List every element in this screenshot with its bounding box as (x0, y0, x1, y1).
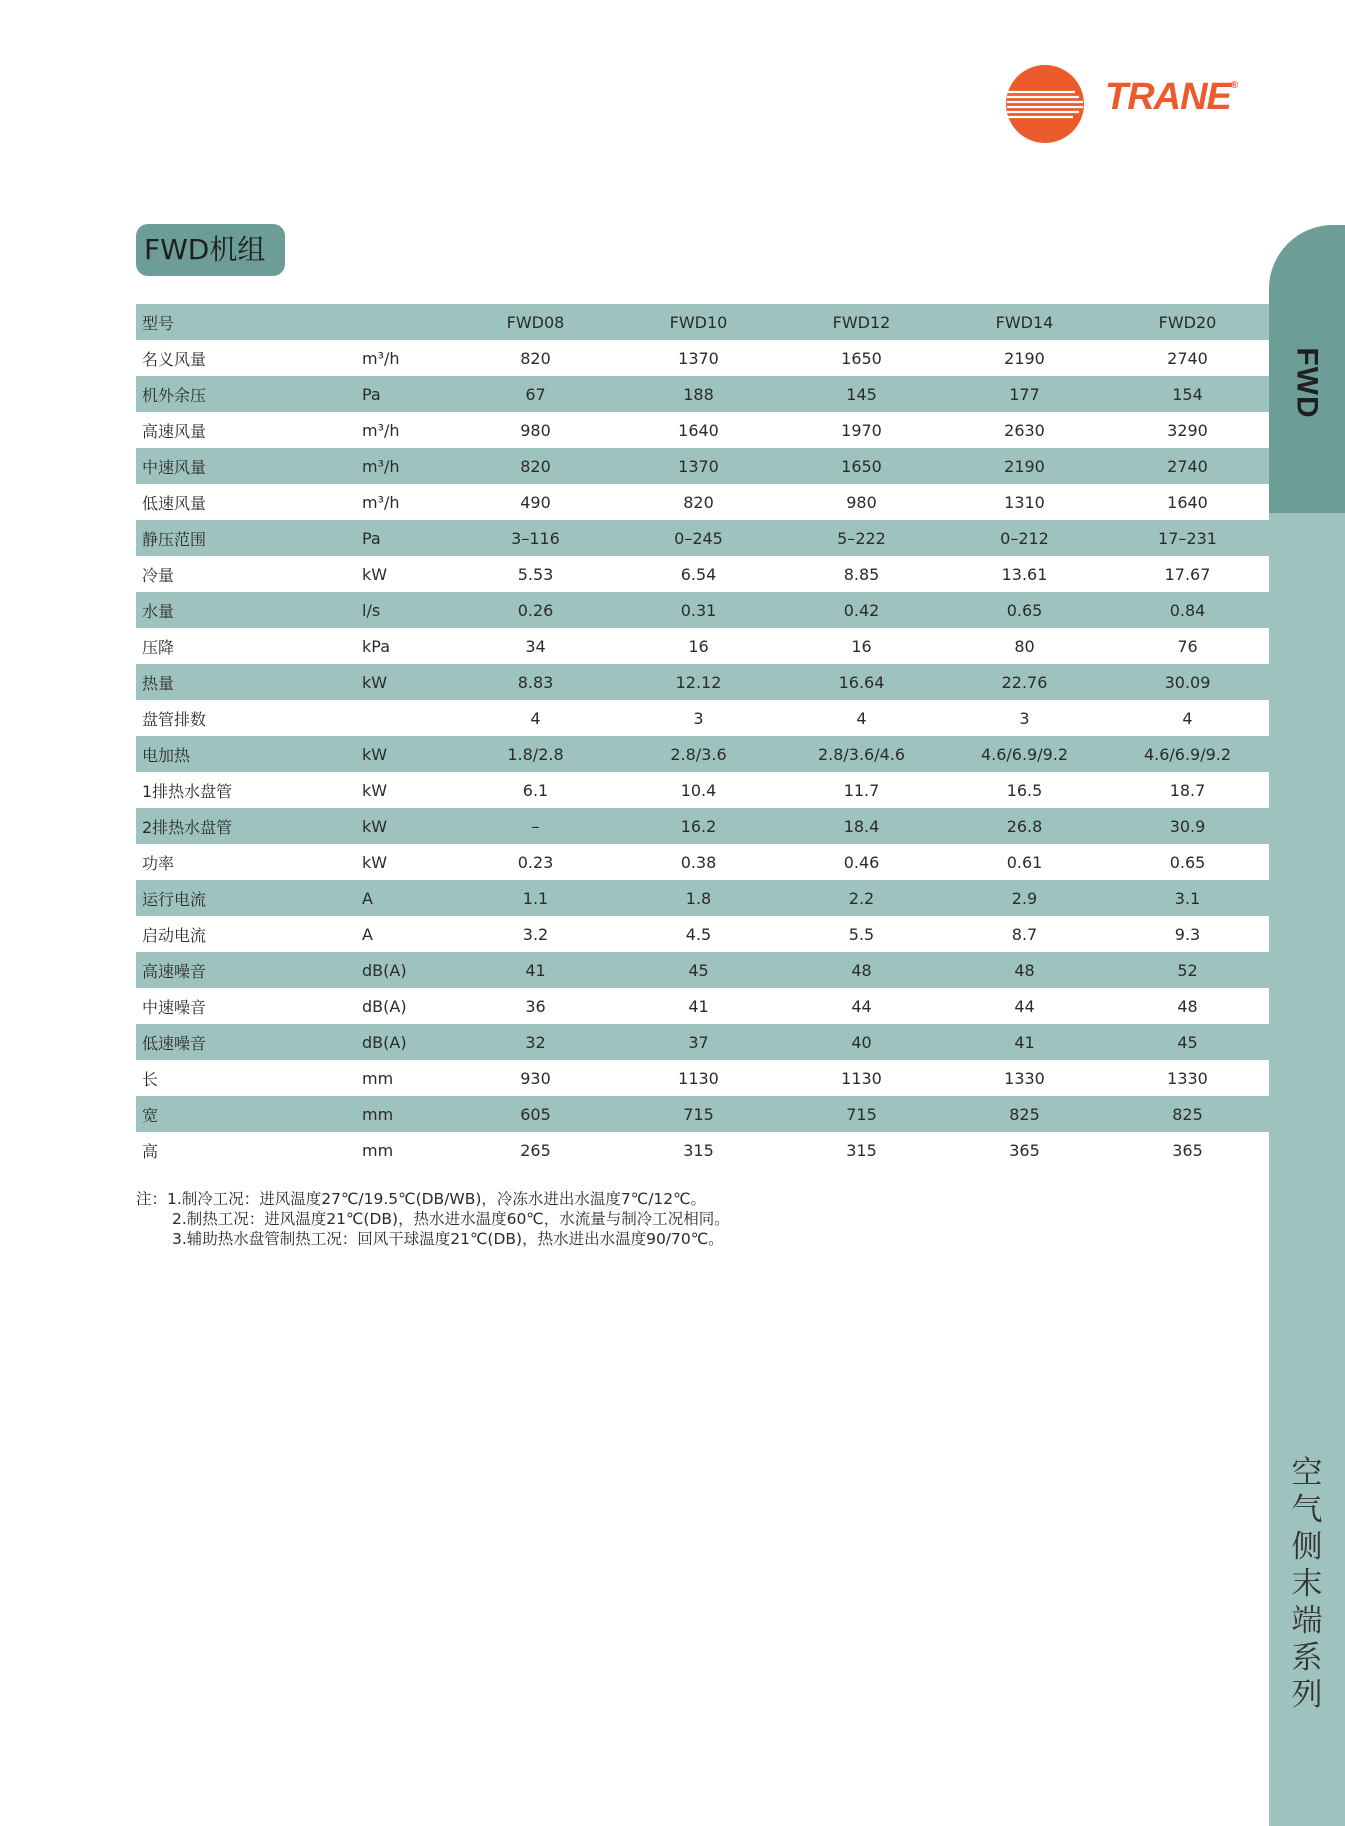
trane-globe-icon (1005, 62, 1089, 146)
cell-value: 490 (454, 484, 617, 520)
cell-value: 16 (617, 628, 780, 664)
table-row (136, 700, 1269, 736)
cell-value: FWD12 (780, 304, 943, 340)
cell-value: 18.4 (780, 808, 943, 844)
cell-value: 34 (454, 628, 617, 664)
row-label: 高 (136, 1132, 358, 1168)
cell-value: FWD20 (1106, 304, 1269, 340)
cell-value: 40 (780, 1024, 943, 1060)
table-row (136, 664, 1269, 700)
row-unit: kW (358, 664, 454, 700)
cell-value: 45 (1106, 1024, 1269, 1060)
row-unit (358, 304, 454, 340)
table-row (136, 808, 1269, 844)
cell-value: 1130 (617, 1060, 780, 1096)
cell-value: 52 (1106, 952, 1269, 988)
row-unit: A (358, 880, 454, 916)
cell-value: 5–222 (780, 520, 943, 556)
cell-value: 4 (780, 700, 943, 736)
cell-value: 76 (1106, 628, 1269, 664)
cell-value: 16.2 (617, 808, 780, 844)
row-label: 低速风量 (136, 484, 358, 520)
row-unit: kPa (358, 628, 454, 664)
cell-value: 45 (617, 952, 780, 988)
row-unit: Pa (358, 520, 454, 556)
cell-value: 16.5 (943, 772, 1106, 808)
cell-value: 17.67 (1106, 556, 1269, 592)
trane-logo (1005, 62, 1265, 146)
cell-value: 1310 (943, 484, 1106, 520)
row-unit: mm (358, 1132, 454, 1168)
cell-value: 2.9 (943, 880, 1106, 916)
table-row (136, 448, 1269, 484)
table-row (136, 376, 1269, 412)
cell-value: 12.12 (617, 664, 780, 700)
cell-value: 0.65 (943, 592, 1106, 628)
row-unit (358, 700, 454, 736)
cell-value: 2190 (943, 448, 1106, 484)
cell-value: 16 (780, 628, 943, 664)
cell-value: 32 (454, 1024, 617, 1060)
cell-value: 0.46 (780, 844, 943, 880)
cell-value: 605 (454, 1096, 617, 1132)
cell-value: 1650 (780, 340, 943, 376)
row-unit: kW (358, 736, 454, 772)
cell-value: 1330 (1106, 1060, 1269, 1096)
cell-value: 1.1 (454, 880, 617, 916)
cell-value: 715 (780, 1096, 943, 1132)
cell-value: 315 (617, 1132, 780, 1168)
note-line: 3.辅助热水盘管制热工况：回风干球温度21℃(DB)，热水进出水温度90/70℃。 (172, 1230, 724, 1248)
table-row (136, 988, 1269, 1024)
cell-value: 4.6/6.9/9.2 (1106, 736, 1269, 772)
table-row (136, 412, 1269, 448)
cell-value: 8.7 (943, 916, 1106, 952)
cell-value: – (454, 808, 617, 844)
note-line: 注：1.制冷工况：进风温度27℃/19.5℃(DB/WB)，冷冻水进出水温度7℃/12℃。 (136, 1190, 707, 1208)
cell-value: 2630 (943, 412, 1106, 448)
cell-value: 930 (454, 1060, 617, 1096)
table-header-row (136, 304, 1269, 340)
series-title: 空 气 侧 末 端 系 列 (1291, 1455, 1323, 1713)
table-row (136, 880, 1269, 916)
cell-value: 10.4 (617, 772, 780, 808)
table-row (136, 952, 1269, 988)
row-unit: Pa (358, 376, 454, 412)
cell-value: 17–231 (1106, 520, 1269, 556)
cell-value: 0–245 (617, 520, 780, 556)
row-unit: dB(A) (358, 1024, 454, 1060)
cell-value: 36 (454, 988, 617, 1024)
cell-value: 1.8/2.8 (454, 736, 617, 772)
row-label: 压降 (136, 628, 358, 664)
cell-value: 0.38 (617, 844, 780, 880)
cell-value: 2.8/3.6 (617, 736, 780, 772)
row-label: 名义风量 (136, 340, 358, 376)
cell-value: 1970 (780, 412, 943, 448)
row-unit: mm (358, 1060, 454, 1096)
cell-value: 1650 (780, 448, 943, 484)
table-row (136, 1096, 1269, 1132)
cell-value: 4.6/6.9/9.2 (943, 736, 1106, 772)
row-label: 静压范围 (136, 520, 358, 556)
cell-value: 41 (454, 952, 617, 988)
cell-value: 48 (943, 952, 1106, 988)
cell-value: 80 (943, 628, 1106, 664)
row-unit: kW (358, 772, 454, 808)
cell-value: 3290 (1106, 412, 1269, 448)
table-row (136, 1132, 1269, 1168)
cell-value: 1130 (780, 1060, 943, 1096)
row-unit: m³/h (358, 412, 454, 448)
cell-value: 1330 (943, 1060, 1106, 1096)
cell-value: 4 (454, 700, 617, 736)
cell-value: 41 (617, 988, 780, 1024)
cell-value: 825 (943, 1096, 1106, 1132)
row-label: 热量 (136, 664, 358, 700)
cell-value: 44 (943, 988, 1106, 1024)
cell-value: FWD10 (617, 304, 780, 340)
row-unit: kW (358, 844, 454, 880)
table-row (136, 736, 1269, 772)
cell-value: 3.2 (454, 916, 617, 952)
cell-value: 3 (617, 700, 780, 736)
cell-value: 13.61 (943, 556, 1106, 592)
cell-value: 4.5 (617, 916, 780, 952)
table-row (136, 592, 1269, 628)
cell-value: 820 (617, 484, 780, 520)
cell-value: 980 (454, 412, 617, 448)
row-label: 2排热水盘管 (136, 808, 358, 844)
table-row (136, 1024, 1269, 1060)
cell-value: 11.7 (780, 772, 943, 808)
cell-value: 48 (780, 952, 943, 988)
cell-value: 16.64 (780, 664, 943, 700)
note-line: 2.制热工况：进风温度21℃(DB)，热水进水温度60℃，水流量与制冷工况相同。 (172, 1210, 730, 1228)
cell-value: 30.9 (1106, 808, 1269, 844)
row-label: 高速风量 (136, 412, 358, 448)
cell-value: 980 (780, 484, 943, 520)
row-label: 运行电流 (136, 880, 358, 916)
cell-value: 2740 (1106, 340, 1269, 376)
row-label: 长 (136, 1060, 358, 1096)
section-title: FWD机组 (136, 224, 285, 276)
row-unit: dB(A) (358, 988, 454, 1024)
row-label: 盘管排数 (136, 700, 358, 736)
row-label: 机外余压 (136, 376, 358, 412)
row-label: 低速噪音 (136, 1024, 358, 1060)
cell-value: 2.2 (780, 880, 943, 916)
cell-value: 3 (943, 700, 1106, 736)
cell-value: 22.76 (943, 664, 1106, 700)
table-row (136, 1060, 1269, 1096)
row-label: 冷量 (136, 556, 358, 592)
cell-value: 0–212 (943, 520, 1106, 556)
row-unit: m³/h (358, 448, 454, 484)
cell-value: 2190 (943, 340, 1106, 376)
row-label: 电加热 (136, 736, 358, 772)
table-row (136, 772, 1269, 808)
cell-value: 1640 (1106, 484, 1269, 520)
cell-value: 145 (780, 376, 943, 412)
cell-value: 0.31 (617, 592, 780, 628)
cell-value: 365 (1106, 1132, 1269, 1168)
cell-value: 315 (780, 1132, 943, 1168)
row-unit: m³/h (358, 484, 454, 520)
cell-value: 365 (943, 1132, 1106, 1168)
cell-value: 154 (1106, 376, 1269, 412)
cell-value: 1370 (617, 448, 780, 484)
table-row (136, 844, 1269, 880)
cell-value: 6.54 (617, 556, 780, 592)
notes (136, 1189, 1236, 1249)
cell-value: 0.61 (943, 844, 1106, 880)
row-label: 宽 (136, 1096, 358, 1132)
row-unit: kW (358, 808, 454, 844)
table-row (136, 520, 1269, 556)
row-label: 中速风量 (136, 448, 358, 484)
cell-value: FWD14 (943, 304, 1106, 340)
table-row (136, 484, 1269, 520)
row-label: 型号 (136, 304, 358, 340)
row-unit: l/s (358, 592, 454, 628)
cell-value: 0.42 (780, 592, 943, 628)
cell-value: 3.1 (1106, 880, 1269, 916)
cell-value: 5.5 (780, 916, 943, 952)
row-unit: m³/h (358, 340, 454, 376)
table-row (136, 556, 1269, 592)
row-unit: A (358, 916, 454, 952)
cell-value: 715 (617, 1096, 780, 1132)
cell-value: 0.26 (454, 592, 617, 628)
cell-value: 30.09 (1106, 664, 1269, 700)
row-unit: kW (358, 556, 454, 592)
cell-value: 44 (780, 988, 943, 1024)
cell-value: 41 (943, 1024, 1106, 1060)
cell-value: 2.8/3.6/4.6 (780, 736, 943, 772)
row-label: 高速噪音 (136, 952, 358, 988)
row-label: 水量 (136, 592, 358, 628)
row-unit: mm (358, 1096, 454, 1132)
row-label: 中速噪音 (136, 988, 358, 1024)
cell-value: 2740 (1106, 448, 1269, 484)
spec-table (136, 304, 1269, 1168)
cell-value: 48 (1106, 988, 1269, 1024)
cell-value: 3–116 (454, 520, 617, 556)
brand-wordmark: TRANE® (1105, 76, 1238, 118)
table-row (136, 340, 1269, 376)
table-row (136, 916, 1269, 952)
cell-value: 820 (454, 448, 617, 484)
cell-value: 37 (617, 1024, 780, 1060)
cell-value: 1370 (617, 340, 780, 376)
cell-value: 188 (617, 376, 780, 412)
row-label: 功率 (136, 844, 358, 880)
row-label: 启动电流 (136, 916, 358, 952)
table-row (136, 628, 1269, 664)
cell-value: 18.7 (1106, 772, 1269, 808)
cell-value: 265 (454, 1132, 617, 1168)
cell-value: 26.8 (943, 808, 1106, 844)
cell-value: 5.53 (454, 556, 617, 592)
cell-value: 6.1 (454, 772, 617, 808)
cell-value: 4 (1106, 700, 1269, 736)
cell-value: 820 (454, 340, 617, 376)
cell-value: 1.8 (617, 880, 780, 916)
cell-value: 825 (1106, 1096, 1269, 1132)
cell-value: 177 (943, 376, 1106, 412)
cell-value: 0.23 (454, 844, 617, 880)
row-label: 1排热水盘管 (136, 772, 358, 808)
cell-value: 0.65 (1106, 844, 1269, 880)
cell-value: 67 (454, 376, 617, 412)
row-unit: dB(A) (358, 952, 454, 988)
cell-value: 8.85 (780, 556, 943, 592)
cell-value: 0.84 (1106, 592, 1269, 628)
cell-value: 9.3 (1106, 916, 1269, 952)
cell-value: 1640 (617, 412, 780, 448)
cell-value: FWD08 (454, 304, 617, 340)
cell-value: 8.83 (454, 664, 617, 700)
side-tab-code: FWD (1291, 347, 1324, 419)
